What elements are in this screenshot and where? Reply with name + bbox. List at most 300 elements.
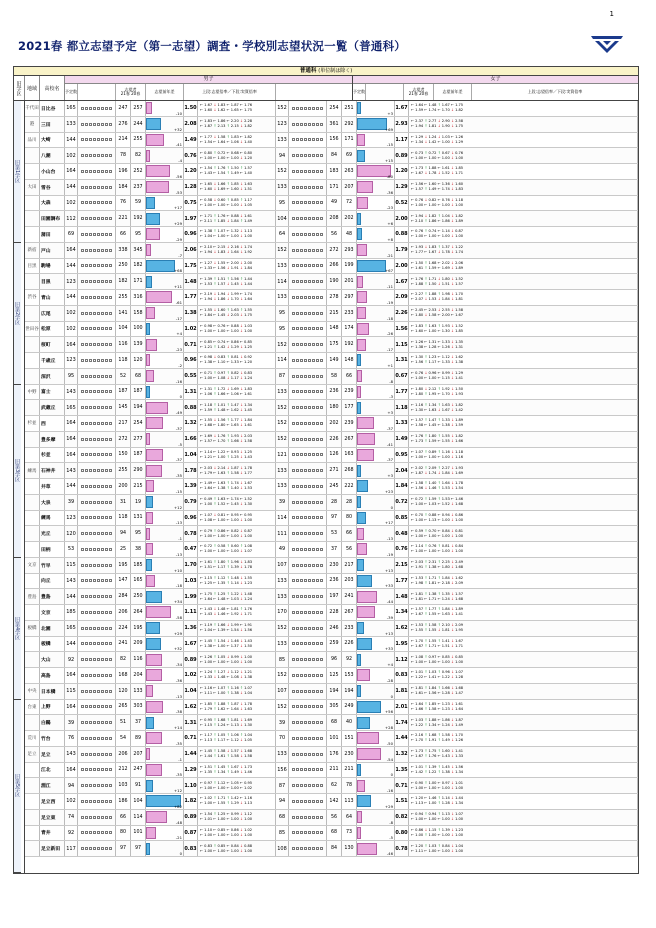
- m-trend-bar: [146, 180, 184, 195]
- checkbox-cell: [304, 201, 307, 204]
- male-applicants-20: 82: [131, 148, 146, 163]
- school-name: 江北: [40, 763, 65, 778]
- male-capacity: 164: [65, 668, 78, 683]
- f-trend-bar: [357, 274, 395, 289]
- header-female-history: 上段:志望倍率／下段:実質倍率: [527, 88, 583, 94]
- checkbox-cell: [292, 390, 295, 393]
- checkbox-cell: [101, 154, 104, 157]
- male-applicants-20: 207: [131, 747, 146, 762]
- m-history-line: ← 1.24 ↑ 1.27 ↓ 1.12 ↓ 1.21: [200, 670, 253, 675]
- checkbox-cell: [304, 406, 307, 409]
- f-history-line: ← 1.00 ← 1.03 ← 1.52 ↓ 1.68: [411, 502, 464, 507]
- f-trend-fill: [357, 465, 361, 477]
- m-trend-bar: [146, 117, 184, 132]
- checkbox-cell: [85, 438, 88, 441]
- f-history: [409, 589, 638, 604]
- table-row: [25, 479, 638, 495]
- f-history: [409, 243, 638, 258]
- female-checkboxes: [289, 164, 327, 179]
- checkbox-cell: [101, 768, 104, 771]
- female-applicants-21: 183: [327, 164, 342, 179]
- male-applicants-20: 95: [131, 526, 146, 541]
- checkbox-cell: [85, 186, 88, 189]
- checkbox-cell: [296, 611, 299, 614]
- school-name: 目黒: [40, 274, 65, 289]
- checkbox-cell: [308, 485, 311, 488]
- checkbox-cell: [97, 249, 100, 252]
- checkbox-cell: [296, 501, 299, 504]
- checkbox-cell: [89, 343, 92, 346]
- f-trend-fill: [357, 370, 362, 382]
- checkbox-cell: [105, 784, 108, 787]
- area-name: [25, 164, 40, 179]
- f-trend-fill: [357, 449, 374, 461]
- checkbox-cell: [81, 800, 84, 803]
- f-trend-bar: [357, 763, 395, 778]
- male-rate: 1.78: [184, 463, 198, 478]
- checkbox-cell: [292, 170, 295, 173]
- f-trend-fill: [357, 654, 361, 666]
- m-trend-bar: [146, 700, 184, 715]
- male-capacity: 143: [65, 385, 78, 400]
- m-history: [198, 479, 276, 494]
- checkbox-cell: [101, 406, 104, 409]
- f-history-line: ← 1.61 ← 1.56 ← 1.28 ↓ 1.47: [411, 691, 464, 696]
- checkbox-cell: [101, 658, 104, 661]
- m-trend-value: +32: [173, 646, 182, 652]
- male-checkboxes: [78, 637, 116, 652]
- area-name: [25, 652, 40, 667]
- f-trend-fill: [357, 480, 368, 492]
- checkbox-cell: [97, 280, 100, 283]
- male-applicants-20: 204: [131, 668, 146, 683]
- checkbox-cell: [93, 532, 96, 535]
- checkbox-cell: [97, 359, 100, 362]
- f-history: [409, 668, 638, 683]
- checkbox-cell: [292, 217, 295, 220]
- checkbox-cell: [304, 343, 307, 346]
- area-name: [25, 715, 40, 730]
- female-capacity: 114: [276, 274, 289, 289]
- f-trend-fill: [357, 827, 361, 839]
- female-applicants-21: 84: [327, 841, 342, 856]
- f-trend-value: +8: [387, 236, 393, 242]
- m-history-line: ← 1.75 ↑ 1.25 ↑ 1.22 ↓ 1.48: [200, 591, 253, 596]
- male-applicants-21: 276: [116, 117, 131, 132]
- checkbox-cell: [312, 516, 315, 519]
- checkbox-cell: [312, 627, 315, 630]
- male-rate: 1.02: [184, 322, 198, 337]
- checkbox-cell: [300, 170, 303, 173]
- male-applicants-21: 214: [116, 133, 131, 148]
- school-name: 練馬: [40, 511, 65, 526]
- f-history-line: ← 1.01 ↑ 1.03 ↑ 0.96 ↓ 1.07: [411, 670, 464, 675]
- school-name: 北園: [40, 621, 65, 636]
- male-applicants-20: 187: [131, 448, 146, 463]
- checkbox-cell: [300, 201, 303, 204]
- checkbox-cell: [89, 548, 92, 551]
- checkbox-cell: [312, 154, 315, 157]
- header-male-title: 男子: [65, 76, 352, 84]
- checkbox-cell: [300, 579, 303, 582]
- header-female-applicants-label: 志望者: [412, 86, 425, 92]
- checkbox-cell: [300, 280, 303, 283]
- checkbox-cell: [308, 359, 311, 362]
- female-checkboxes: [289, 322, 327, 337]
- male-checkboxes: [78, 700, 116, 715]
- male-rate: 1.38: [184, 306, 198, 321]
- m-history-line: ← 1.04 ← 1.39 ← 1.54 ↓ 1.56: [200, 628, 253, 633]
- checkbox-cell: [89, 264, 92, 267]
- m-history: [198, 495, 276, 510]
- f-trend-fill: [357, 780, 365, 792]
- area-name: [25, 778, 40, 793]
- checkbox-cell: [89, 705, 92, 708]
- f-history-line: ← 2.03 ↑ 2.31 ↑ 2.25 ↓ 2.49: [411, 560, 464, 565]
- male-applicants-21: 255: [116, 463, 131, 478]
- checkbox-cell: [85, 264, 88, 267]
- female-rate: 1.29: [395, 180, 409, 195]
- checkbox-cell: [312, 595, 315, 598]
- school-name: 八潮: [40, 148, 65, 163]
- f-trend-bar: [357, 479, 395, 494]
- f-trend-value: 0: [390, 693, 393, 699]
- male-rate: 0.47: [184, 542, 198, 557]
- f-trend-value: +69: [384, 126, 393, 132]
- f-history-line: ← 1.64 ↑ 1.85 ← 1.23 ↓ 1.61: [411, 701, 464, 706]
- f-trend-bar: [357, 448, 395, 463]
- f-history-line: ← 1.67 ↑ 1.76 ← 1.43 ↓ 1.33: [411, 754, 464, 759]
- checkbox-cell: [300, 154, 303, 157]
- checkbox-cell: [85, 233, 88, 236]
- m-trend-value: -35: [175, 772, 182, 778]
- checkbox-cell: [316, 690, 319, 693]
- female-applicants-20: 80: [342, 511, 357, 526]
- f-trend-bar: [357, 684, 395, 699]
- male-applicants-21: 103: [116, 778, 131, 793]
- f-trend-value: -41: [386, 441, 393, 447]
- checkbox-cell: [308, 249, 311, 252]
- checkbox-cell: [312, 611, 315, 614]
- male-applicants-20: 171: [131, 274, 146, 289]
- m-history-line: ← 1.00 ← 1.55 ↑ 1.29 ↓ 1.13: [200, 801, 253, 806]
- m-trend-bar: [146, 322, 184, 337]
- female-applicants-21: 68: [327, 826, 342, 841]
- checkbox-cell: [292, 138, 295, 141]
- f-history-line: ← 0.90 ↑ 1.00 ← 0.97 ↓ 1.01: [411, 780, 464, 785]
- female-applicants-20: 28: [342, 495, 357, 510]
- male-applicants-21: 82: [116, 652, 131, 667]
- male-checkboxes: [78, 306, 116, 321]
- male-checkboxes: [78, 511, 116, 526]
- f-history: [409, 385, 638, 400]
- f-trend-value: +28: [384, 725, 393, 730]
- female-applicants-20: 64: [342, 810, 357, 825]
- m-trend-value: -21: [175, 835, 182, 841]
- m-trend-bar: [146, 385, 184, 400]
- m-trend-bar: [146, 306, 184, 321]
- checkbox-cell: [296, 359, 299, 362]
- checkbox-cell: [85, 800, 88, 803]
- male-rate: 1.28: [184, 180, 198, 195]
- checkbox-cell: [296, 438, 299, 441]
- table-row: [25, 652, 638, 668]
- checkbox-cell: [89, 847, 92, 850]
- checkbox-cell: [101, 296, 104, 299]
- checkbox-cell: [97, 390, 100, 393]
- checkbox-cell: [109, 690, 112, 693]
- checkbox-cell: [85, 548, 88, 551]
- m-history-line: ← 1.35 ↑ 1.34 ↑ 1.49 ↓ 1.46: [200, 769, 253, 774]
- m-history-line: ← 1.13 ↑ 1.17 ← 1.12 ↓ 1.05: [200, 738, 253, 743]
- m-history-line: ← 1.59 ↑ 1.48 ← 1.62 ↓ 1.45: [200, 407, 253, 412]
- m-trend-fill: [146, 748, 150, 760]
- checkbox-cell: [296, 138, 299, 141]
- checkbox-cell: [292, 201, 295, 204]
- checkbox-cell: [312, 579, 315, 582]
- f-trend-bar: [357, 652, 395, 667]
- female-rate: 1.20: [395, 164, 409, 179]
- area-name: 大田: [25, 180, 40, 195]
- checkbox-cell: [81, 658, 84, 661]
- checkbox-cell: [97, 453, 100, 456]
- school-name: 大泉: [40, 495, 65, 510]
- m-history-line: ← 0.95 ↑ 1.68 ↑ 1.81 ↓ 1.69: [200, 717, 253, 722]
- f-history: [409, 432, 638, 447]
- m-trend-value: -5: [178, 441, 182, 447]
- f-history-line: ← 1.56 ↑ 1.17 ← 1.33 ↓ 1.38: [411, 360, 464, 365]
- school-name: 板橋: [40, 637, 65, 652]
- male-checkboxes: [78, 652, 116, 667]
- checkbox-cell: [109, 768, 112, 771]
- m-history-line: ← 1.33 ← 1.56 ↓ 1.91 ↓ 1.84: [200, 265, 253, 270]
- m-history-line: ← 1.69 ↓ 1.76 ↑ 1.93 ↓ 2.03: [200, 434, 253, 439]
- f-history: [409, 306, 638, 321]
- checkbox-cell: [85, 753, 88, 756]
- female-checkboxes: [289, 432, 327, 447]
- header-female-year20: 20春: [419, 91, 429, 96]
- female-rate: 2.00: [395, 259, 409, 274]
- school-name: 千歳丘: [40, 353, 65, 368]
- m-trend-value: -34: [175, 662, 182, 667]
- table-row: [25, 337, 638, 353]
- checkbox-cell: [292, 831, 295, 834]
- checkbox-cell: [85, 296, 88, 299]
- checkbox-cell: [300, 438, 303, 441]
- checkbox-cell: [93, 123, 96, 126]
- m-trend-value: +12: [173, 504, 182, 510]
- f-trend-value: -21: [386, 252, 393, 258]
- female-applicants-21: 361: [327, 117, 342, 132]
- f-history: [409, 274, 638, 289]
- f-trend-fill: [357, 102, 361, 114]
- male-applicants-20: 97: [131, 841, 146, 856]
- checkbox-cell: [101, 359, 104, 362]
- checkbox-cell: [97, 438, 100, 441]
- checkbox-cell: [89, 642, 92, 645]
- f-history: [409, 369, 638, 384]
- male-applicants-21: 120: [116, 684, 131, 699]
- male-applicants-20: 250: [131, 589, 146, 604]
- m-history-line: ← 1.21 ← 1.00 ↑ 1.25 ↓ 1.43: [200, 454, 253, 459]
- checkbox-cell: [109, 264, 112, 267]
- checkbox-cell: [85, 784, 88, 787]
- checkbox-cell: [85, 249, 88, 252]
- checkbox-cell: [292, 627, 295, 630]
- female-capacity: 133: [276, 385, 289, 400]
- m-history-line: ← 0.97 ↑ 1.12 ← 1.05 ← 0.95: [200, 780, 253, 785]
- checkbox-cell: [292, 753, 295, 756]
- school-name: 白鷗: [40, 715, 65, 730]
- table-row: [25, 526, 638, 542]
- checkbox-cell: [300, 564, 303, 567]
- checkbox-cell: [85, 154, 88, 157]
- checkbox-cell: [81, 438, 84, 441]
- checkbox-cell: [105, 469, 108, 472]
- checkbox-cell: [304, 721, 307, 724]
- checkbox-cell: [109, 359, 112, 362]
- checkbox-cell: [308, 186, 311, 189]
- checkbox-cell: [105, 375, 108, 378]
- checkbox-cell: [316, 123, 319, 126]
- m-trend-bar: [146, 133, 184, 148]
- male-checkboxes: [78, 542, 116, 557]
- male-applicants-21: 51: [116, 715, 131, 730]
- f-history-line: ← 1.00 ← 1.00 ← 1.00 ↓ 1.16: [411, 454, 464, 459]
- m-trend-fill: [146, 386, 150, 398]
- checkbox-cell: [308, 516, 311, 519]
- checkbox-cell: [105, 595, 108, 598]
- checkbox-cell: [89, 327, 92, 330]
- checkbox-cell: [93, 233, 96, 236]
- f-trend-fill: [357, 559, 364, 571]
- checkbox-cell: [109, 658, 112, 661]
- checkbox-cell: [85, 375, 88, 378]
- area-name: [25, 495, 40, 510]
- header-female-applicants: [404, 84, 434, 100]
- checkbox-cell: [93, 359, 96, 362]
- female-checkboxes: [289, 652, 327, 667]
- checkbox-cell: [320, 768, 323, 771]
- checkbox-cell: [85, 847, 88, 850]
- male-applicants-21: 217: [116, 416, 131, 431]
- area-name: [25, 605, 40, 620]
- m-history-line: ← 1.00 ↑ 1.52 ← 1.45 ↓ 1.30: [200, 502, 253, 507]
- m-trend-bar: [146, 558, 184, 573]
- checkbox-cell: [81, 375, 84, 378]
- f-history-line: ← 1.73 ↑ 1.75 ↑ 1.60 ↓ 1.41: [411, 749, 464, 754]
- m-trend-fill: [146, 543, 153, 555]
- male-checkboxes: [78, 794, 116, 809]
- f-history-line: ← 1.94 ↑ 1.81 ↓ 1.90 ↓ 1.75: [411, 124, 464, 129]
- checkbox-cell: [320, 611, 323, 614]
- table-row: [25, 227, 638, 243]
- male-capacity: 69: [65, 227, 78, 242]
- f-trend-value: -46: [386, 851, 393, 856]
- checkbox-cell: [109, 532, 112, 535]
- checkbox-cell: [85, 327, 88, 330]
- f-history-line: ← 0.59 ↑ 0.70 ← 0.84 ↓ 0.81: [411, 528, 464, 533]
- checkbox-cell: [292, 469, 295, 472]
- female-applicants-21: 56: [327, 810, 342, 825]
- male-applicants-21: 66: [116, 810, 131, 825]
- m-history: [198, 322, 276, 337]
- checkbox-cell: [109, 674, 112, 677]
- female-capacity: 87: [276, 778, 289, 793]
- male-capacity: 39: [65, 715, 78, 730]
- f-trend-value: -28: [386, 677, 393, 683]
- female-checkboxes: [289, 731, 327, 746]
- checkbox-cell: [320, 375, 323, 378]
- f-history-line: ← 1.55 ↑ 1.55 ↓ 1.81 ↓ 1.95: [411, 628, 464, 633]
- table-row: [25, 715, 638, 731]
- checkbox-cell: [320, 123, 323, 126]
- checkbox-cell: [300, 453, 303, 456]
- male-applicants-20: 133: [131, 684, 146, 699]
- checkbox-cell: [89, 611, 92, 614]
- female-checkboxes: [289, 763, 327, 778]
- f-trend-fill: [357, 150, 365, 162]
- f-trend-fill: [357, 402, 361, 414]
- checkbox-cell: [105, 564, 108, 567]
- checkbox-cell: [320, 359, 323, 362]
- m-trend-bar: [146, 337, 184, 352]
- checkbox-cell: [105, 453, 108, 456]
- f-trend-fill: [357, 764, 361, 776]
- m-history: [198, 794, 276, 809]
- checkbox-cell: [312, 343, 315, 346]
- checkbox-cell: [296, 406, 299, 409]
- m-history-line: ← 1.65 ↓ 1.66 ↑ 1.85 ↓ 1.63: [200, 182, 253, 187]
- f-history-line: ← 1.00 ← 1.00 ← 1.00 ↓ 1.00: [411, 155, 464, 160]
- checkbox-cell: [93, 201, 96, 204]
- female-applicants-20: 233: [342, 621, 357, 636]
- male-rate: 1.50: [184, 101, 198, 116]
- female-checkboxes: [289, 101, 327, 116]
- f-history: [409, 322, 638, 337]
- checkbox-cell: [300, 375, 303, 378]
- f-trend-value: -18: [386, 315, 393, 321]
- area-name: 品川: [25, 133, 40, 148]
- m-trend-value: -56: [175, 173, 182, 179]
- f-trend-value: -11: [386, 284, 393, 289]
- m-trend-value: -37: [175, 425, 182, 431]
- m-history: [198, 731, 276, 746]
- checkbox-cell: [105, 674, 108, 677]
- male-rate: 1.99: [184, 589, 198, 604]
- f-history: [409, 101, 638, 116]
- checkbox-cell: [109, 516, 112, 519]
- checkbox-cell: [101, 737, 104, 740]
- m-history: [198, 715, 276, 730]
- f-trend-value: +23: [384, 488, 393, 494]
- checkbox-cell: [300, 107, 303, 110]
- checkbox-cell: [296, 658, 299, 661]
- checkbox-cell: [300, 264, 303, 267]
- checkbox-cell: [300, 422, 303, 425]
- checkbox-cell: [93, 737, 96, 740]
- male-rate: 0.83: [184, 841, 198, 856]
- checkbox-cell: [296, 154, 299, 157]
- checkbox-cell: [292, 690, 295, 693]
- checkbox-cell: [316, 201, 319, 204]
- checkbox-cell: [308, 674, 311, 677]
- m-trend-fill: [146, 780, 153, 792]
- f-history-line: ← 1.00 ← 1.13 ← 1.00 ↓ 1.00: [411, 517, 464, 522]
- m-trend-bar: [146, 101, 184, 116]
- m-trend-fill: [146, 134, 164, 146]
- female-applicants-21: 175: [327, 337, 342, 352]
